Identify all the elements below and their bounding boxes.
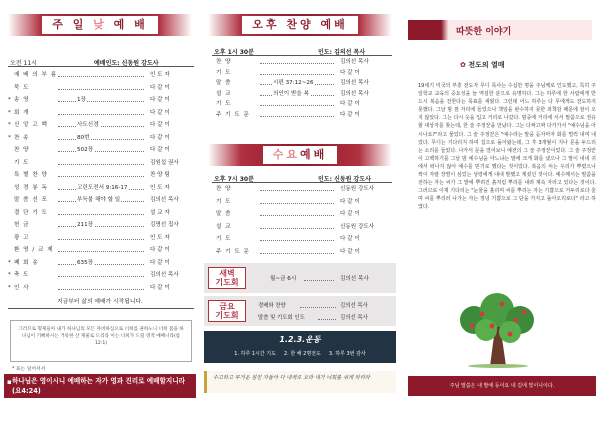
afternoon-label: 주 기 도 문 bbox=[216, 111, 250, 118]
standing-marker: * bbox=[8, 122, 11, 128]
standing-footnote: * 표는 일어서서 bbox=[12, 367, 46, 372]
morning-row bbox=[0, 183, 200, 193]
morning-row bbox=[0, 195, 200, 205]
standing-marker: * bbox=[8, 109, 11, 116]
wednesday-title-bar bbox=[208, 144, 392, 166]
dot-leader bbox=[58, 233, 144, 240]
wednesday-label: 기 도 bbox=[216, 198, 232, 205]
story-title-bar bbox=[408, 20, 592, 40]
divider bbox=[300, 307, 336, 308]
morning-label: 인 사 bbox=[14, 284, 30, 291]
dot-leader bbox=[58, 283, 144, 290]
morning-person: 인 도 자 bbox=[150, 72, 170, 78]
standing-marker: * bbox=[8, 272, 11, 278]
divider bbox=[8, 308, 194, 309]
morning-label: 특 별 찬 양 bbox=[14, 172, 48, 178]
friday-prayer-badge: 금요 기도회 bbox=[208, 300, 246, 322]
divider bbox=[304, 280, 334, 281]
dot-leader bbox=[58, 208, 144, 215]
morning-row bbox=[0, 283, 200, 293]
morning-row bbox=[0, 133, 200, 143]
afternoon-person: 다 같 이 bbox=[340, 111, 360, 118]
movement-title: 1.2.3.운동 bbox=[279, 335, 321, 344]
standing-marker: * bbox=[8, 97, 11, 103]
dot-leader bbox=[58, 145, 144, 152]
dot-leader bbox=[58, 258, 144, 265]
afternoon-person: 다 같 이 bbox=[340, 69, 360, 76]
morning-person: 김의선 목사 bbox=[150, 197, 179, 203]
dot-leader bbox=[260, 234, 334, 241]
morning-detail: 80번 bbox=[77, 134, 90, 141]
afternoon-label: 말 씀 bbox=[216, 80, 232, 86]
morning-person: 다 같 이 bbox=[150, 247, 170, 253]
afternoon-row bbox=[200, 110, 400, 120]
morning-row bbox=[0, 83, 200, 93]
morning-detail: 부득불 해야 할 일 bbox=[77, 197, 121, 203]
morning-person: 다 같 이 bbox=[150, 284, 170, 291]
dot-leader bbox=[58, 120, 144, 127]
dot-leader bbox=[260, 68, 334, 75]
dot-leader bbox=[58, 158, 144, 165]
morning-person: 다 같 이 bbox=[150, 147, 170, 153]
standing-marker: * bbox=[8, 284, 11, 291]
morning-person: 다 같 이 bbox=[150, 122, 170, 128]
dot-leader bbox=[58, 220, 144, 227]
morning-row bbox=[0, 258, 200, 268]
morning-row bbox=[0, 170, 200, 180]
wednesday-time: 오후 7시 30분 bbox=[214, 176, 254, 183]
wednesday-label: 찬 양 bbox=[216, 186, 232, 192]
morning-person: 다 같 이 bbox=[150, 134, 170, 141]
morning-person: 김의선 목사 bbox=[150, 272, 179, 278]
morning-label: 찬 송 bbox=[14, 134, 30, 141]
morning-label: 기 도 bbox=[14, 159, 30, 166]
morning-label: 예 배 의 부 름 bbox=[14, 72, 58, 78]
movement-item: 2. 한 해 2명전도 bbox=[283, 351, 321, 357]
dot-leader bbox=[260, 247, 334, 254]
wednesday-row bbox=[200, 222, 400, 232]
wednesday-person: 신동원 강도사 bbox=[340, 186, 375, 192]
morning-label: 신 앙 고 백 bbox=[14, 122, 48, 128]
morning-closing: 지금부터 삶의 예배가 시작됩니다. bbox=[57, 299, 143, 305]
story-title: 따뜻한 이야기 bbox=[456, 27, 512, 37]
afternoon-person: 김의선 목사 bbox=[340, 59, 369, 65]
wednesday-person: 신동원 강도사 bbox=[340, 223, 375, 230]
morning-label: 폐 회 송 bbox=[14, 259, 39, 266]
dot-leader bbox=[58, 108, 144, 115]
afternoon-row bbox=[200, 89, 400, 99]
standing-marker: * bbox=[8, 134, 11, 141]
theme-verse: ▪ 하나님은 영이시니 예배하는 자가 영과 진리로 예배할지니라 (요4:24) bbox=[4, 374, 196, 398]
morning-row bbox=[0, 270, 200, 280]
tree-illustration bbox=[452, 290, 542, 368]
movement-items bbox=[204, 350, 396, 357]
morning-label: 축 도 bbox=[14, 272, 30, 278]
dot-leader bbox=[260, 222, 334, 229]
morning-row bbox=[0, 70, 200, 80]
dot-leader bbox=[58, 70, 144, 77]
morning-title: 주 일 낮 예 배 bbox=[42, 16, 157, 34]
morning-label: 말 씀 선 포 bbox=[14, 197, 48, 203]
morning-label: 회 개 bbox=[14, 109, 30, 116]
morning-detail: 1장 bbox=[77, 97, 86, 103]
flower-icon: ✿ bbox=[460, 61, 466, 69]
divider bbox=[318, 319, 336, 320]
friday-row2-leader: 김의선 목사 bbox=[340, 315, 368, 321]
afternoon-time: 오후 1시 30분 bbox=[214, 49, 254, 56]
morning-label: 성 경 봉 독 bbox=[14, 184, 48, 191]
morning-detail: 고린도전서 9:16-17 bbox=[77, 184, 128, 191]
quote-box: 수고하고 무거운 짐진 자들아 다 내게로 오라 내가 너희를 쉬게 하리라 bbox=[204, 371, 396, 393]
dot-leader bbox=[58, 83, 144, 90]
morning-label: 찬 양 bbox=[14, 147, 30, 153]
afternoon-label: 찬 양 bbox=[216, 59, 232, 65]
morning-service-panel bbox=[0, 0, 200, 424]
wednesday-leader: 인도: 신동원 강도사 bbox=[318, 176, 371, 183]
dawn-prayer-badge: 새벽 기도회 bbox=[208, 267, 246, 289]
scripture-note: 그러므로 형제들아 내가 하나님의 모든 자비하심으로 너희를 권하노니 너희 몸을 하나님이 기뻐하시는 거룩한 산 제물로 드리라 이는 너희가 드릴 영적 예배니라(롬 12:1) bbox=[10, 320, 192, 362]
afternoon-title-bar bbox=[208, 14, 392, 36]
wednesday-row bbox=[200, 234, 400, 244]
morning-person: 찬 양 팀 bbox=[150, 172, 170, 178]
afternoon-person: 김의선 목사 bbox=[340, 80, 369, 86]
morning-row bbox=[0, 108, 200, 118]
morning-row bbox=[0, 245, 200, 255]
afternoon-label: 설 교 bbox=[216, 90, 232, 97]
wednesday-person: 다 같 이 bbox=[340, 236, 360, 242]
movement-item: 3. 하루 3번 감사 bbox=[328, 351, 366, 357]
morning-row bbox=[0, 95, 200, 105]
movement-item: 1. 하루 1시간 기도 bbox=[234, 351, 276, 357]
movement-box bbox=[204, 331, 396, 363]
morning-row bbox=[0, 233, 200, 243]
wednesday-label: 설 교 bbox=[216, 223, 232, 230]
morning-row bbox=[0, 145, 200, 155]
friday-row2-label: 말씀 및 기도회 인도 bbox=[258, 315, 305, 321]
afternoon-detail: 의인이 받을 복 bbox=[273, 90, 309, 97]
morning-detail: 211장 bbox=[77, 222, 94, 228]
story-footer: 주님 말씀은 내 발에 등이요 내 길에 빛이니이다. bbox=[408, 376, 596, 396]
afternoon-row bbox=[200, 57, 400, 67]
morning-person: 김원섭 권사 bbox=[150, 159, 179, 166]
wednesday-person: 다 같 이 bbox=[340, 211, 360, 217]
afternoon-person: 다 같 이 bbox=[340, 101, 360, 107]
wednesday-row bbox=[200, 209, 400, 219]
wednesday-person: 다 같 이 bbox=[340, 248, 360, 255]
story-panel bbox=[400, 0, 600, 424]
story-subtitle: ✿ 전도의 열매 bbox=[460, 61, 505, 69]
afternoon-row bbox=[200, 99, 400, 109]
morning-time: 오전 11시 bbox=[10, 60, 37, 67]
morning-row bbox=[0, 120, 200, 130]
afternoon-label: 기 도 bbox=[216, 101, 232, 107]
afternoon-service-panel bbox=[200, 0, 400, 424]
morning-person: 다 같 이 bbox=[150, 259, 170, 266]
dot-leader bbox=[58, 245, 144, 252]
afternoon-label: 기 도 bbox=[216, 69, 232, 76]
afternoon-leader: 인도: 김의선 목사 bbox=[318, 49, 366, 56]
dot-leader bbox=[58, 270, 144, 277]
afternoon-row bbox=[200, 78, 400, 88]
dawn-prayer-time: 월~금 6시 bbox=[270, 276, 297, 282]
afternoon-detail: 시편 37:12~26 bbox=[273, 80, 314, 86]
morning-person: 다 같 이 bbox=[150, 97, 170, 103]
afternoon-person: 김의선 목사 bbox=[340, 90, 369, 97]
wednesday-label: 주 기 도 문 bbox=[216, 248, 250, 255]
morning-person: 다 같 이 bbox=[150, 109, 170, 116]
dot-leader bbox=[260, 197, 334, 204]
story-body: 19세기 미국의 부흥 전도자 무디 목사는 수십만 명을 주님께로 인도했고, 특히 주일학교 교육의 중요성을 늘 역설한 분으로 유명하다. 그는 하루에 한 사람에게 반드시 복음을 전한다는 목표를 세웠다. 그런데 어느 하루는 다 무에게도 전도하지 못했다. 그날 밤 잠 자리에 들었으나 책임을 완수하지 못한 죄책감 때문에 잠이 오지 않았다. 그는 다시 옷을 입고 거리로 나갔다. 밤중에 거리에 서서 말씀으로 권유할 대상자를 찾는데, 한 술 주정꾼을 만났다. 그는 다짜고짜 다가가서 "예수님을 아시나요?"라고 물었다. 그 술 주정꾼은 "예수라는 말을 듣자마자 화를 벌컥 내며 내었다. 무디는 기다리지 하며 집으로 돌아왔는데, 그 후 3개월이 지나 문을 두드리는 소리를 들었다. 나가서 문을 열어보니 예전의 그 술 주정꾼이었다. 그 술 주정꾼이 고백하기를 그날 밤 예수님을 아느냐는 말에 크게 화를 냈으나 그 말이 내내 귀에서 떠나지 않아 예수를 믿기로 했다는 것이었다. 복음의 씨는 우리가 뿌렸으나 싹이 자랄 장벌이 심었는 성령에게 내내 발했고 계셨던 것이다. 예수께서는 말씀을 전하는 자는 씨가 그 밭에 뿌려진 흙처럼 뿌리를 내려 계속 자라고 있다는 것이다. 그러므로 이제 기다리는 "눈물을 흘리며 씨를 뿌리는 자는 기쁨으로 거두리로다 울며 씨를 뿌리러 나가는 자는 정녕 기쁨으로 그 단을 가지고 돌아오리로다" 라고 하였다. bbox=[418, 83, 596, 211]
morning-row bbox=[0, 208, 200, 218]
morning-detail: 사도신경 bbox=[77, 122, 99, 128]
divider bbox=[212, 55, 392, 56]
wednesday-label: 기 도 bbox=[216, 236, 232, 242]
dot-leader bbox=[260, 57, 334, 64]
friday-row1-label: 경배와 찬양 bbox=[258, 303, 286, 309]
dot-leader bbox=[260, 184, 334, 191]
morning-person: 인 도 자 bbox=[150, 184, 170, 191]
dot-leader bbox=[260, 99, 334, 106]
morning-label: 광 고 bbox=[14, 234, 30, 241]
bullet-icon: ▪ bbox=[7, 378, 12, 386]
wednesday-person: 다 같 이 bbox=[340, 198, 360, 205]
morning-detail: 502장 bbox=[77, 147, 94, 153]
standing-marker: * bbox=[8, 259, 11, 266]
morning-person: 설 교 자 bbox=[150, 209, 170, 216]
friday-row1-leader: 김의선 목사 bbox=[340, 303, 368, 309]
morning-label: 헌 금 bbox=[14, 222, 30, 228]
morning-person: 인 도 자 bbox=[150, 234, 170, 241]
wednesday-row bbox=[200, 197, 400, 207]
dot-leader bbox=[58, 133, 144, 140]
dot-leader bbox=[58, 170, 144, 177]
wednesday-title: 수요예배 bbox=[263, 146, 338, 164]
wednesday-row bbox=[200, 247, 400, 257]
morning-row bbox=[0, 158, 200, 168]
morning-label: 환 영 / 교 제 bbox=[14, 247, 54, 253]
afternoon-row bbox=[200, 68, 400, 78]
wednesday-label: 말 씀 bbox=[216, 211, 232, 217]
morning-person: 다 같 이 bbox=[150, 84, 170, 91]
dawn-prayer-leader: 김의선 목사 bbox=[340, 276, 369, 282]
morning-leader: 예배인도: 신동원 강도사 bbox=[94, 60, 159, 67]
dot-leader bbox=[260, 209, 334, 216]
morning-label: 묵 도 bbox=[14, 84, 30, 91]
afternoon-title: 오후 찬양 예배 bbox=[242, 16, 357, 34]
morning-title-bar bbox=[8, 14, 192, 36]
dot-leader bbox=[58, 95, 144, 102]
wednesday-row bbox=[200, 184, 400, 194]
divider bbox=[8, 66, 194, 67]
morning-person: 김명선 집사 bbox=[150, 222, 179, 228]
dot-leader bbox=[260, 110, 334, 117]
morning-detail: 635장 bbox=[77, 259, 94, 266]
morning-row bbox=[0, 220, 200, 230]
morning-label: 결 단 기 도 bbox=[14, 209, 48, 216]
divider bbox=[212, 182, 392, 183]
morning-label: 송 영 bbox=[14, 97, 30, 103]
